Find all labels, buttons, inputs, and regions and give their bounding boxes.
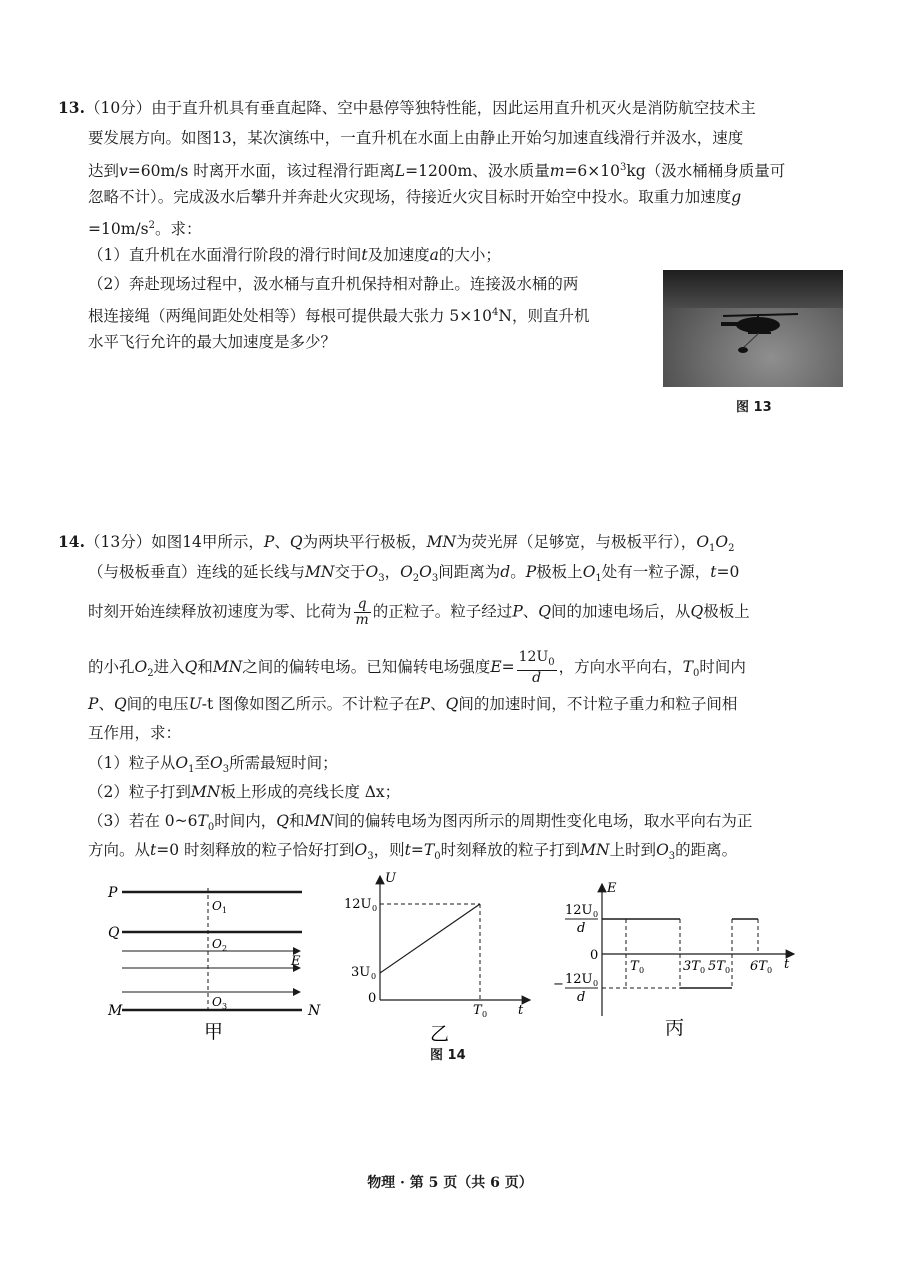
label-e: E <box>291 954 301 969</box>
label-e: E <box>607 881 617 896</box>
figure-14-caption: 图 14 <box>430 1048 466 1063</box>
diagram-yi <box>344 871 530 1045</box>
label-12u0: 12U <box>344 897 372 912</box>
svg-text:0: 0 <box>639 966 645 975</box>
svg-text:3: 3 <box>222 1002 228 1011</box>
label-t0: T <box>630 959 639 974</box>
figure-14-diagrams <box>0 868 900 1068</box>
label-pos-den: d <box>577 921 586 936</box>
q13-sub-2a: （2）奔赴现场过程中，汲水桶与直升机保持相对静止。连接汲水桶的两 <box>88 275 579 293</box>
q14-line-4: 的小孔$O_2$进入Q和MN之间的偏转电场。已知偏转电场强度E= $\frac{12U_0}{d}$ ，方向水平向右，$T_0$时间内 <box>88 649 746 686</box>
q14-sub-2: （2）粒子打到MN板上形成的亮线长度 Δx； <box>88 783 401 801</box>
diagram-jia <box>107 885 321 1043</box>
label-5t0: 5T <box>708 959 725 974</box>
label-zero: 0 <box>368 991 377 1006</box>
svg-text:0: 0 <box>372 904 378 913</box>
label-neg-den: d <box>577 990 586 1005</box>
q13-line-5: $=10m/s^2$。求： <box>88 220 202 239</box>
label-neg-num: 12U <box>565 972 593 987</box>
svg-text:0: 0 <box>700 966 706 975</box>
svg-text:0: 0 <box>482 1010 488 1019</box>
q13-line-3: 达到v=60m/s 时离开水面，该过程滑行距离L=1200m、汲水质量$m=6\times 10^3kg$（汲水桶桶身质量可 <box>88 162 786 181</box>
charge-mass-fraction: $\frac{q}{m}$ <box>355 596 369 628</box>
caption-yi: 乙 <box>430 1023 450 1045</box>
q14-line-5: P、Q间的电压U-t 图像如图乙所示。不计粒子在P、Q间的加速时间，不计粒子重力和粒子间相 <box>88 695 738 713</box>
caption-bing: 丙 <box>665 1017 685 1039</box>
diagram-bing <box>553 881 794 1039</box>
q14-line-3: 时刻开始连续释放初速度为零、比荷为 $\frac{q}{m}$ 的正粒子。粒子经过P、Q间的加速电场后，从Q极板上 <box>88 596 750 628</box>
q14-sub-3a: （3）若在 $0\sim 6T_0$时间内，Q和MN间的偏转电场为图丙所示的周期性变化电场，取水平向右为正 <box>88 812 753 834</box>
svg-text:0: 0 <box>371 972 377 981</box>
svg-text:0: 0 <box>725 966 731 975</box>
label-o1: O <box>212 899 222 913</box>
q13-number: 13. <box>58 98 85 117</box>
label-3u0: 3U <box>351 965 371 980</box>
label-t: t <box>784 957 790 972</box>
caption-jia: 甲 <box>204 1021 224 1043</box>
q14-sub-3b: 方向。从t=0 时刻释放的粒子恰好打到$O_3$，则$t=T_0$时刻释放的粒子打到MN上时到$O_3$的距离。 <box>88 841 738 863</box>
q13-line-4: 忽略不计）。完成汲水后攀升并奔赴火灾现场，待接近火灾目标时开始空中投水。取重力加速度g <box>88 188 742 206</box>
q13-line-2: 要发展方向。如图13，某次演练中，一直升机在水面上由静止开始匀加速直线滑行并汲水，速度 <box>88 129 744 147</box>
figure-13-caption: 图 13 <box>736 400 772 415</box>
svg-text:0: 0 <box>767 966 773 975</box>
helicopter-photo <box>663 270 843 387</box>
label-6t0: 6T <box>750 959 767 974</box>
label-minus: − <box>553 977 564 992</box>
svg-text:2: 2 <box>222 944 228 953</box>
q13-line-1: 13.（10分）由于直升机具有垂直起降、空中悬停等独特性能，因此运用直升机灭火是消防航空技术主 <box>58 98 756 117</box>
q14-line-6: 互作用，求： <box>88 724 182 742</box>
label-u: U <box>385 871 396 886</box>
voltage-line <box>380 904 480 973</box>
svg-text:1: 1 <box>222 906 228 915</box>
q13-sub-2b: 根连接绳（两绳间距处处相等）每根可提供最大张力 $5\times 10^4N$，则直升机 <box>88 307 590 326</box>
q13-sub-2c: 水平飞行允许的最大加速度是多少？ <box>88 333 337 351</box>
q14-sub-1: （1）粒子从$O_1$至$O_3$所需最短时间； <box>88 754 338 776</box>
q14-number: 14. <box>58 532 85 551</box>
svg-text:0: 0 <box>593 910 599 919</box>
q14-line-2: （与极板垂直）连线的延长线与MN交于$O_3$，$O_2O_3$间距离为d。P极板上$O_1$处有一粒子源，t=0 <box>88 563 740 585</box>
label-3t0: 3T <box>683 959 700 974</box>
label-o2: O <box>212 937 222 951</box>
field-strength-fraction: $\frac{12U_0}{d}$ <box>518 649 555 686</box>
label-o3: O <box>212 995 222 1009</box>
label-n: N <box>308 1003 321 1019</box>
helicopter-silhouette <box>663 270 843 387</box>
label-pos-num: 12U <box>565 903 593 918</box>
label-zero: 0 <box>590 948 599 963</box>
q14-line-1: 14.（13分）如图14甲所示，P、Q为两块平行极板，MN为荧光屏（足够宽，与极板平行），$O_1O_2$ <box>58 532 735 555</box>
svg-text:0: 0 <box>593 979 599 988</box>
page-footer: 物理 · 第 5 页（共 6 页） <box>367 1175 533 1191</box>
q13-sub-1: （1）直升机在水面滑行阶段的滑行时间t及加速度a的大小； <box>88 246 501 264</box>
label-p: P <box>108 885 118 901</box>
label-m: M <box>108 1003 123 1019</box>
label-t: t <box>518 1003 524 1018</box>
label-t0: T <box>473 1003 482 1018</box>
label-q: Q <box>108 925 120 941</box>
